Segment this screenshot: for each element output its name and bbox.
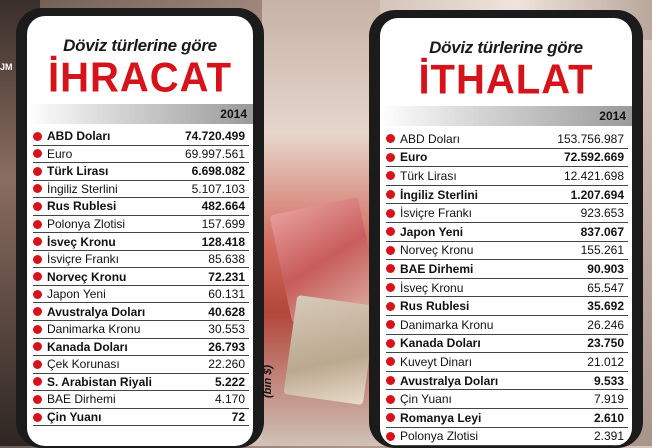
currency-name: İsviçre Frankı xyxy=(47,252,120,267)
currency-row xyxy=(33,391,249,409)
currency-name: Romanya Leyi xyxy=(400,410,482,425)
currency-name: BAE Dirhemi xyxy=(400,261,474,276)
currency-row xyxy=(33,233,249,251)
currency-row xyxy=(33,356,249,374)
currency-row xyxy=(386,390,628,409)
currency-name: Avustralya Doları xyxy=(47,304,146,319)
currency-name: ABD Doları xyxy=(400,131,461,146)
currency-value: 72 xyxy=(231,410,245,425)
currency-value: 9.533 xyxy=(593,373,624,388)
currency-row xyxy=(33,216,249,234)
export-subtitle: Döviz türlerine göre xyxy=(63,36,217,55)
bullet-icon xyxy=(33,202,42,211)
currency-row xyxy=(33,374,249,392)
currency-name: İngiliz Sterlini xyxy=(47,181,118,196)
currency-value: 128.418 xyxy=(201,234,245,249)
export-year-header: 2014 xyxy=(27,104,253,124)
currency-name: Rus Rublesi xyxy=(400,299,470,314)
currency-row xyxy=(386,167,628,186)
currency-value: 26.793 xyxy=(208,339,245,354)
currency-value: 7.919 xyxy=(593,392,624,407)
currency-name: Norveç Kronu xyxy=(400,243,474,258)
currency-value: 923.653 xyxy=(580,206,624,221)
currency-name: Danimarka Kronu xyxy=(47,322,141,337)
export-panel xyxy=(16,8,264,448)
currency-name: İngiliz Sterlini xyxy=(400,187,479,202)
currency-value: 74.720.499 xyxy=(184,129,245,144)
currency-value: 157.699 xyxy=(201,217,245,231)
currency-value: 85.638 xyxy=(208,252,245,267)
currency-row xyxy=(386,279,628,298)
bullet-icon xyxy=(33,132,42,141)
currency-value: 72.231 xyxy=(208,269,245,284)
currency-name: Danimarka Kronu xyxy=(400,317,494,332)
currency-name: Polonya Zlotisi xyxy=(47,217,126,231)
currency-value: 21.012 xyxy=(587,354,624,369)
import-panel xyxy=(369,10,643,448)
currency-name: ABD Doları xyxy=(47,129,111,144)
bullet-icon xyxy=(386,339,395,348)
currency-name: Kanada Doları xyxy=(400,336,481,351)
currency-row xyxy=(33,339,249,357)
unit-label: (bin $) xyxy=(262,365,274,399)
bullet-icon xyxy=(386,190,395,199)
currency-row xyxy=(386,223,628,242)
import-currency-list xyxy=(380,130,632,446)
currency-name: Euro xyxy=(47,146,73,161)
export-panel-body xyxy=(27,16,253,446)
currency-value: 23.750 xyxy=(587,336,624,351)
bullet-icon xyxy=(33,167,42,176)
bullet-icon xyxy=(33,413,42,422)
currency-row xyxy=(386,409,628,428)
currency-row xyxy=(386,130,628,149)
bullet-icon xyxy=(386,134,395,143)
bullet-icon xyxy=(386,357,395,366)
bullet-icon xyxy=(33,255,42,264)
currency-row xyxy=(33,303,249,321)
currency-value: 837.067 xyxy=(580,224,624,239)
currency-name: Polonya Zlotisi xyxy=(400,429,479,444)
currency-row xyxy=(33,286,249,304)
bullet-icon xyxy=(33,237,42,246)
bullet-icon xyxy=(386,320,395,329)
currency-name: Kuveyt Dinarı xyxy=(400,354,473,369)
currency-name: Japon Yeni xyxy=(47,287,106,302)
currency-row xyxy=(386,316,628,335)
currency-value: 4.170 xyxy=(214,392,245,407)
currency-row xyxy=(33,163,249,181)
currency-name: İsviçre Frankı xyxy=(400,206,473,221)
currency-value: 90.903 xyxy=(587,261,624,276)
currency-row xyxy=(33,268,249,286)
currency-row xyxy=(386,353,628,372)
currency-name: Türk Lirası xyxy=(47,164,109,179)
currency-row xyxy=(386,186,628,205)
currency-name: Avustralya Doları xyxy=(400,373,499,388)
bullet-icon xyxy=(33,290,42,299)
bullet-icon xyxy=(386,153,395,162)
currency-value: 2.610 xyxy=(593,410,624,425)
currency-row xyxy=(386,260,628,279)
currency-value: 153.756.987 xyxy=(557,131,624,146)
bullet-icon xyxy=(386,432,395,441)
export-title: İHRACAT xyxy=(47,54,232,102)
currency-name: BAE Dirhemi xyxy=(47,392,116,407)
background-caption: JM xyxy=(0,62,13,72)
currency-row xyxy=(386,242,628,261)
currency-row xyxy=(386,149,628,168)
currency-name: Rus Rublesi xyxy=(47,199,117,214)
currency-value: 35.692 xyxy=(587,299,624,314)
currency-name: İsveç Kronu xyxy=(47,234,116,249)
currency-name: Çin Yuanı xyxy=(47,410,102,425)
bullet-icon xyxy=(386,227,395,236)
currency-name: Euro xyxy=(400,150,428,165)
bullet-icon xyxy=(386,376,395,385)
bullet-icon xyxy=(33,325,42,334)
bullet-icon xyxy=(33,342,42,351)
currency-value: 6.698.082 xyxy=(191,164,245,179)
bullet-icon xyxy=(33,149,42,158)
currency-row xyxy=(386,335,628,354)
currency-value: 22.260 xyxy=(208,357,245,372)
bullet-icon xyxy=(33,272,42,281)
currency-row xyxy=(33,409,249,427)
currency-value: 40.628 xyxy=(208,304,245,319)
currency-row xyxy=(386,297,628,316)
currency-row xyxy=(33,128,249,146)
bullet-icon xyxy=(33,220,42,229)
currency-value: 155.261 xyxy=(580,243,624,258)
currency-name: Japon Yeni xyxy=(400,224,464,239)
currency-name: Çin Yuanı xyxy=(400,392,452,407)
banknote-image xyxy=(283,295,376,405)
currency-value: 5.222 xyxy=(214,374,245,389)
import-year-header: 2014 xyxy=(380,106,632,126)
currency-row xyxy=(33,181,249,199)
currency-row xyxy=(33,146,249,164)
bullet-icon xyxy=(386,283,395,292)
currency-value: 60.131 xyxy=(208,287,245,302)
import-panel-body xyxy=(380,18,632,446)
bullet-icon xyxy=(33,377,42,386)
currency-name: İsveç Kronu xyxy=(400,280,464,295)
export-currency-list xyxy=(27,128,253,426)
currency-row xyxy=(33,198,249,216)
currency-row xyxy=(33,251,249,269)
currency-name: Çek Korunası xyxy=(47,357,120,372)
currency-value: 1.207.694 xyxy=(570,187,624,202)
bullet-icon xyxy=(386,209,395,218)
currency-name: Norveç Kronu xyxy=(47,269,127,284)
currency-name: Kanada Doları xyxy=(47,339,128,354)
currency-value: 5.107.103 xyxy=(191,181,245,196)
bullet-icon xyxy=(386,171,395,180)
currency-value: 26.246 xyxy=(587,317,624,332)
bullet-icon xyxy=(33,307,42,316)
bullet-icon xyxy=(386,246,395,255)
currency-row xyxy=(386,372,628,391)
currency-value: 12.421.698 xyxy=(563,168,624,183)
import-subtitle: Döviz türlerine göre xyxy=(429,38,583,57)
currency-value: 30.553 xyxy=(208,322,245,337)
currency-name: Türk Lirası xyxy=(400,168,457,183)
currency-row xyxy=(386,428,628,447)
bullet-icon xyxy=(33,184,42,193)
currency-value: 65.547 xyxy=(587,280,624,295)
bullet-icon xyxy=(386,413,395,422)
bullet-icon xyxy=(386,302,395,311)
currency-value: 482.664 xyxy=(201,199,245,214)
bullet-icon xyxy=(33,360,42,369)
bullet-icon xyxy=(33,395,42,404)
currency-name: S. Arabistan Riyali xyxy=(47,374,152,389)
bullet-icon xyxy=(386,395,395,404)
bullet-icon xyxy=(386,264,395,273)
currency-row xyxy=(33,321,249,339)
import-title: İTHALAT xyxy=(418,56,594,104)
currency-value: 69.997.561 xyxy=(184,146,245,161)
currency-value: 2.391 xyxy=(593,429,624,444)
currency-value: 72.592.669 xyxy=(563,150,624,165)
currency-row xyxy=(386,204,628,223)
